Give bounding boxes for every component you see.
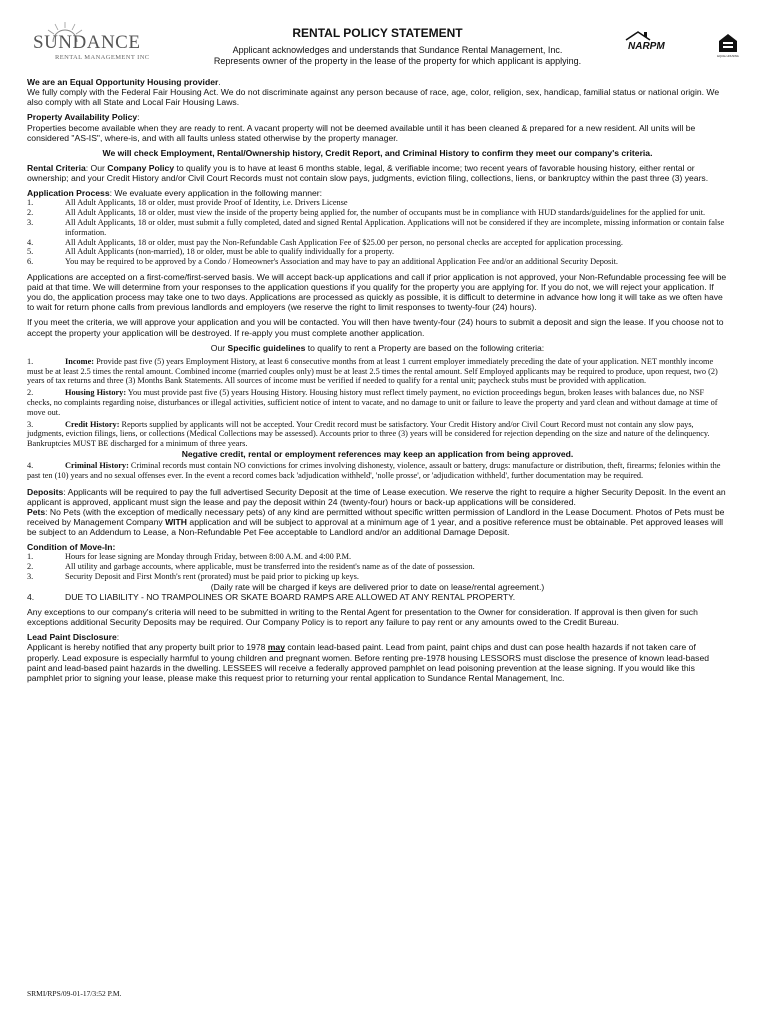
list-item: 3. All Adult Applicants, 18 or older, must submit a fully completed, dated and signed Rental Application. Applications will not be considered if they are incomplete, missing information or contain false information.	[27, 217, 725, 237]
document-footer-code: SRMI/RPS/09-01-17/3:52 P.M.	[27, 989, 122, 998]
list-item: 3. Security Deposit and First Month's rent (prorated) must be paid prior to picking up keys.	[27, 572, 359, 581]
pets-section: Pets: No Pets (with the exception of medically necessary pets) of any kind are permitted without specific written permission of Landlord in the Lease Document. Photos of Pets must be received by Management Company WITH application and will be subject to approval at a minimum age of 1 year, and a positive reference must be obtainable. Pet approved leases will be subject to an Addendum to Lease, a Non-Refundable Pet Fee acceptable to Landlord and/or an additional Damage Deposit.	[27, 506, 725, 538]
guideline-income: 1. Income: Provide past five (5) years Employment History, at least 6 consecutive months from at least 1 current employer immediately preceding the date of your application. NET monthly income must be at least 2.5 times the rental amount. Combined income (married couples only) must be at least 2.5 times the rental amount. Self Employed applicants may be required to produce, upon request, two (2) years of tax returns and three (3) Months Bank Statements. All sources of income must be verified if needed to qualify for a rental unit; paycheck stubs must be provided with application.	[27, 356, 718, 386]
rental-criteria-text-a: : Our	[85, 162, 108, 173]
logo-subtitle: RENTAL MANAGEMENT INC	[55, 54, 150, 61]
application-process-intro: : We evaluate every application in the following manner:	[109, 188, 323, 199]
company-policy-label: Company Policy	[107, 162, 175, 173]
guideline-housing-history: 2. Housing History: You must provide past five (5) years Housing History. Housing history must reflect timely payment, no eviction proceedings begun, broken leases with balances due, no NSF checks, no complaints regarding noise, disturbances or illegal activities, sufficient notice of intent to vacate, and no damage to unit or failure to leave the property and yard clean and without damage at time of move out.	[27, 388, 718, 417]
lead-paint-section: Lead Paint Disclosure: Applicant is hereby notified that any property built prior to 1978 may contain lead-based paint. Lead from paint, paint chips and dust can pose health hazards if not taken care of properly. Lead exposure is especially harmful to young children and pregnant women. Before renting pre-1978 housing LESSORS must disclose the presence of known lead-based paint and lead-based paint hazards in the dwelling. LESSEES will receive a federally approved pamphlet on lead poisoning prevention at the lease signing. If you would like this pamphlet prior to signing your lease, please make this request prior to returning your rental application to Sundance Rental Management, Inc.	[27, 632, 728, 683]
intro-line-2: Represents owner of the property in the lease of the property for which applicant is applying.	[213, 56, 582, 67]
application-process-list	[27, 198, 728, 266]
equal-opportunity-section: We are an Equal Opportunity Housing provider. We fully comply with the Federal Fair Housing Act. We do not discriminate against any person because of race, age, color, religion, sex, handicap, familial status or national origin. We also comply with all State and Local Fair Housing Laws.	[27, 77, 728, 107]
deposits-label: Deposits	[27, 486, 64, 497]
list-item: 1. Hours for lease signing are Monday through Friday, between 8:00 A.M. and 4:00 P.M.	[27, 552, 352, 562]
logo-brand: SUNDANCE	[33, 32, 141, 53]
negative-references-notice: Negative credit, rental or employment references may keep an application from being approved.	[181, 448, 574, 459]
document-header	[27, 14, 739, 74]
rental-criteria-section	[27, 163, 728, 183]
availability-section: Property Availability Policy: Properties become available when they are ready to rent. A vacant property will not be deemed available until it has been cleaned & prepared for a new resident. All units will be considered "AS-IS", where-is, and with all faults unless stated otherwise by the property manager.	[27, 112, 728, 142]
availability-text: Properties become available when they are ready to rent. A vacant property will not be deemed available until it has been cleaned & prepared for a new resident. All units will be considered "AS-IS", where-is, and with all faults unless stated otherwise by the property manager.	[27, 122, 696, 143]
header-intro	[197, 45, 598, 68]
narpm-logo-icon	[624, 30, 676, 52]
rental-policy-document	[27, 14, 739, 683]
guideline-credit-history: 3. Credit History: Reports supplied by applicants will not be accepted. Your Credit record must be satisfactory. Your Credit History and/or Civil Court Record must not contain any slow pays, judgments, eviction filings, liens, or collections (Medical Collections may be assessed). Accounts prior to three (3) years will be considered for rejection depending on the size and nature of the delinquency. Bankruptcies MUST BE discharged for a minimum of three years.	[27, 419, 710, 449]
specific-guidelines-intro: Our Specific guidelines to qualify to rent a Property are based on the following criteria:	[210, 342, 545, 353]
application-process-heading: Application Process	[27, 188, 110, 199]
exceptions-paragraph: Any exceptions to our company's criteria will need to be submitted in writing to the Rental Agent for presentation to the Owner for consideration. If approval is then given for such exceptions additional Security Deposits may be required. Our Company Policy is to report any failure to pay rent or any amounts owed to the Credit Bureau.	[27, 607, 698, 628]
rental-criteria-heading: Rental Criteria	[27, 162, 86, 173]
list-item: 6. You may be required to be approved by a Condo / Homeowner's Association and may have to pay an additional Application Fee and/or an additional Security Deposit.	[27, 257, 618, 267]
verification-notice: We will check Employment, Rental/Ownership history, Credit Report, and Criminal History to confirm they meet our company's criteria.	[102, 147, 653, 158]
specific-guidelines-list	[27, 357, 728, 481]
list-item: 5. All Adult Applicants (non-married), 18 or older, must be able to qualify individually for a property.	[27, 247, 395, 257]
applications-accepted-paragraph: Applications are accepted on a first-come/first-served basis. We will accept back-up applications and call if prior application is not approved, your Non-Refundable processing fee will be paid at that time. We will determine from your responses to the application questions if you qualify for the property you are applying for. If you do not, we will reject your application. If you do, the application process may take one to two days. Applications are processed as quickly as possible, it is difficult to determine in advance how long it will take as we often have to wait for return phone calls from previous landlords and employers (we reserve the right to limit responses to twenty-four (24) hours).	[27, 271, 727, 313]
narpm-label: NARPM	[628, 41, 665, 52]
list-item: 1. All Adult Applicants, 18 or older, must provide Proof of Identity, i.e. Drivers License	[27, 198, 348, 208]
availability-heading: Property Availability Policy	[27, 112, 138, 123]
list-item: 4. DUE TO LIABILITY - NO TRAMPOLINES OR SKATE BOARD RAMPS ARE ALLOWED AT ANY RENTAL PROPERTY.	[27, 591, 516, 602]
lead-paint-heading: Lead Paint Disclosure	[27, 632, 117, 643]
move-in-list-4	[27, 592, 728, 602]
deposits-section	[27, 487, 728, 507]
list-item: 2. All utility and garbage accounts, where applicable, must be transferred into the resident's name as of the date of possession.	[27, 562, 475, 572]
equal-opportunity-text: We fully comply with the Federal Fair Housing Act. We do not discriminate against any person because of race, age, color, religion, sex, handicap, familial status or national origin. We also comply with all State and Local Fair Housing Laws.	[27, 87, 720, 108]
list-item: 4. All Adult Applicants, 18 or older, must pay the Non-Refundable Cash Application Fee of $25.00 per person, no personal checks are accepted for application processing.	[27, 237, 623, 247]
page-title: RENTAL POLICY STATEMENT	[292, 26, 463, 40]
lead-paint-text: Applicant is hereby notified that any property built prior to 1978 may contain lead-based paint. Lead from paint, paint chips and dust can pose health hazards if not taken care of properly. Lead exposure is especially harmful to young children and pregnant women. Before renting pre-1978 housing LESSORS must disclose the presence of known lead-based paint and lead-based paint hazards in the dwelling. LESSEES will receive a federally approved pamphlet on lead poisoning prevention at the lease signing. If you would like this pamphlet prior to signing your lease, please make this request prior to returning your rental application to Sundance Rental Management, Inc.	[27, 642, 710, 683]
meet-criteria-paragraph: If you meet the criteria, we will approve your application and you will be contacted. You will then have twenty-four (24) hours to submit a deposit and sign the lease. If you choose not to accept the property your application will be destroyed. If re-apply you must complete another application.	[27, 317, 724, 338]
equal-housing-label: EQUAL HOUSING	[717, 55, 739, 58]
deposits-text: : Applicants will be required to pay the full advertised Security Deposit at the time of Lease execution. We reserve the right to require a higher Security Deposit. In the event an applicant is approved, applicant must sign the lease and pay the deposit within 24 (twenty-four) hours or back-up applications will be considered.	[27, 486, 726, 507]
keys-note: (Daily rate will be charged if keys are delivered prior to date on lease/rental agreement.)	[210, 581, 545, 592]
move-in-list	[27, 552, 728, 581]
move-in-section	[27, 542, 728, 602]
guideline-criminal-history: 4. Criminal History: Criminal records must contain NO convictions for crimes involving dishonesty, violence, assault or battery, drugs: manufacture or distribution, theft, firearms; felonies within the past ten (10) years and no sexual offenses ever. In the event a record comes back 'adjudication withheld', 'nolle prosse', or 'adjudication withheld', further documentation may be required.	[27, 461, 721, 480]
application-process-section	[27, 188, 728, 267]
move-in-heading: Condition of Move-In:	[27, 542, 116, 553]
rental-criteria-text-b: to qualify you is to have at least 6 months stable, legal, & verifiable income; two recent years of favorable housing history, either rental or ownership; and your Credit History and/or Civil Court Records must not contain slow pays, judgments, eviction filing, collections, liens, or bankruptcy within the past three (3) years.	[27, 162, 709, 184]
equal-opportunity-heading: We are an Equal Opportunity Housing provider	[27, 77, 219, 87]
pets-label: Pets	[27, 506, 46, 517]
equal-housing-icon	[717, 32, 739, 58]
intro-line-1: Applicant acknowledges and understands that Sundance Rental Management, Inc.	[232, 45, 563, 55]
list-item: 2. All Adult Applicants, 18 or older, must view the inside of the property being applied for, the number of occupants must be in compliance with HUD standards/guidelines for the applied for unit.	[27, 208, 706, 218]
